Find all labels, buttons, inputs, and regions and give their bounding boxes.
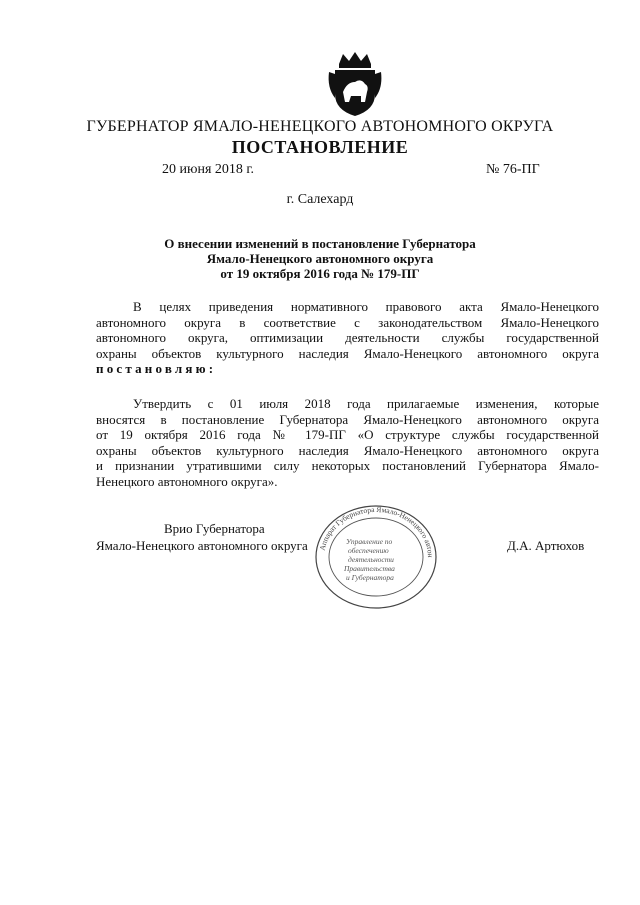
document-subject bbox=[100, 236, 540, 281]
official-stamp bbox=[312, 502, 440, 612]
paragraph-line: от 19 октября 2016 года № 179-ПГ «О структуре службы государственной bbox=[96, 427, 599, 442]
paragraph-line: Ненецкого автономного округа». bbox=[96, 473, 278, 489]
subject-line: О внесении изменений в постановление Губернатора bbox=[164, 236, 476, 251]
document-city: г. Салехард bbox=[286, 192, 354, 207]
document-type: ПОСТАНОВЛЕНИЕ bbox=[231, 137, 409, 157]
paragraph-line: охраны объектов культурного наследия Ямало-Ненецкого автономного округа bbox=[96, 442, 599, 458]
decree-body-paragraph bbox=[96, 396, 599, 489]
coat-of-arms-icon bbox=[325, 52, 385, 118]
stamp-inner-line: обеспечению bbox=[348, 546, 389, 555]
stamp-inner-line: деятельности bbox=[348, 555, 394, 564]
signatory-title: Ямало-Ненецкого автономного округа bbox=[96, 538, 308, 553]
paragraph-line: В целях приведения нормативного правового акта Ямало-Ненецкого bbox=[133, 299, 599, 314]
paragraph-line: вносятся в постановление Губернатора Ямало-Ненецкого автономного округа bbox=[96, 411, 599, 427]
paragraph-line: Утвердить с 01 июля 2018 года прилагаемые изменения, которые bbox=[133, 396, 599, 411]
paragraph-line: автономного округа, оптимизации деятельности службы государственной bbox=[96, 330, 599, 345]
paragraph-line: охраны объектов культурного наследия Ямало-Ненецкого автономного округа bbox=[96, 345, 599, 361]
document-number: № 76-ПГ bbox=[486, 162, 540, 177]
stamp-inner-line: и Губернатора bbox=[346, 573, 394, 582]
signatory-title: Врио Губернатора bbox=[164, 521, 265, 536]
paragraph-line: автономного округа в соответствие с законодательством Ямало-Ненецкого bbox=[96, 314, 599, 330]
document-date: 20 июня 2018 г. bbox=[162, 162, 255, 177]
paragraph-line: и признании утратившими силу некоторых постановлений Губернатора Ямало- bbox=[96, 458, 599, 473]
issuing-authority: ГУБЕРНАТОР ЯМАЛО-НЕНЕЦКОГО АВТОНОМНОГО ОКРУГА bbox=[86, 118, 554, 135]
stamp-outer-text: Аппарат Губернатора Ямало-Ненецкого автон bbox=[317, 504, 436, 558]
subject-line: от 19 октября 2016 года № 179-ПГ bbox=[220, 266, 420, 281]
stamp-inner-line: Правительства bbox=[344, 564, 395, 573]
preamble-paragraph bbox=[96, 299, 599, 377]
signatory-name: Д.А. Артюхов bbox=[507, 538, 585, 553]
stamp-inner-line: Управление по bbox=[346, 537, 393, 546]
decree-word: постановляю: bbox=[96, 361, 217, 376]
subject-line: Ямало-Ненецкого автономного округа bbox=[206, 251, 434, 266]
